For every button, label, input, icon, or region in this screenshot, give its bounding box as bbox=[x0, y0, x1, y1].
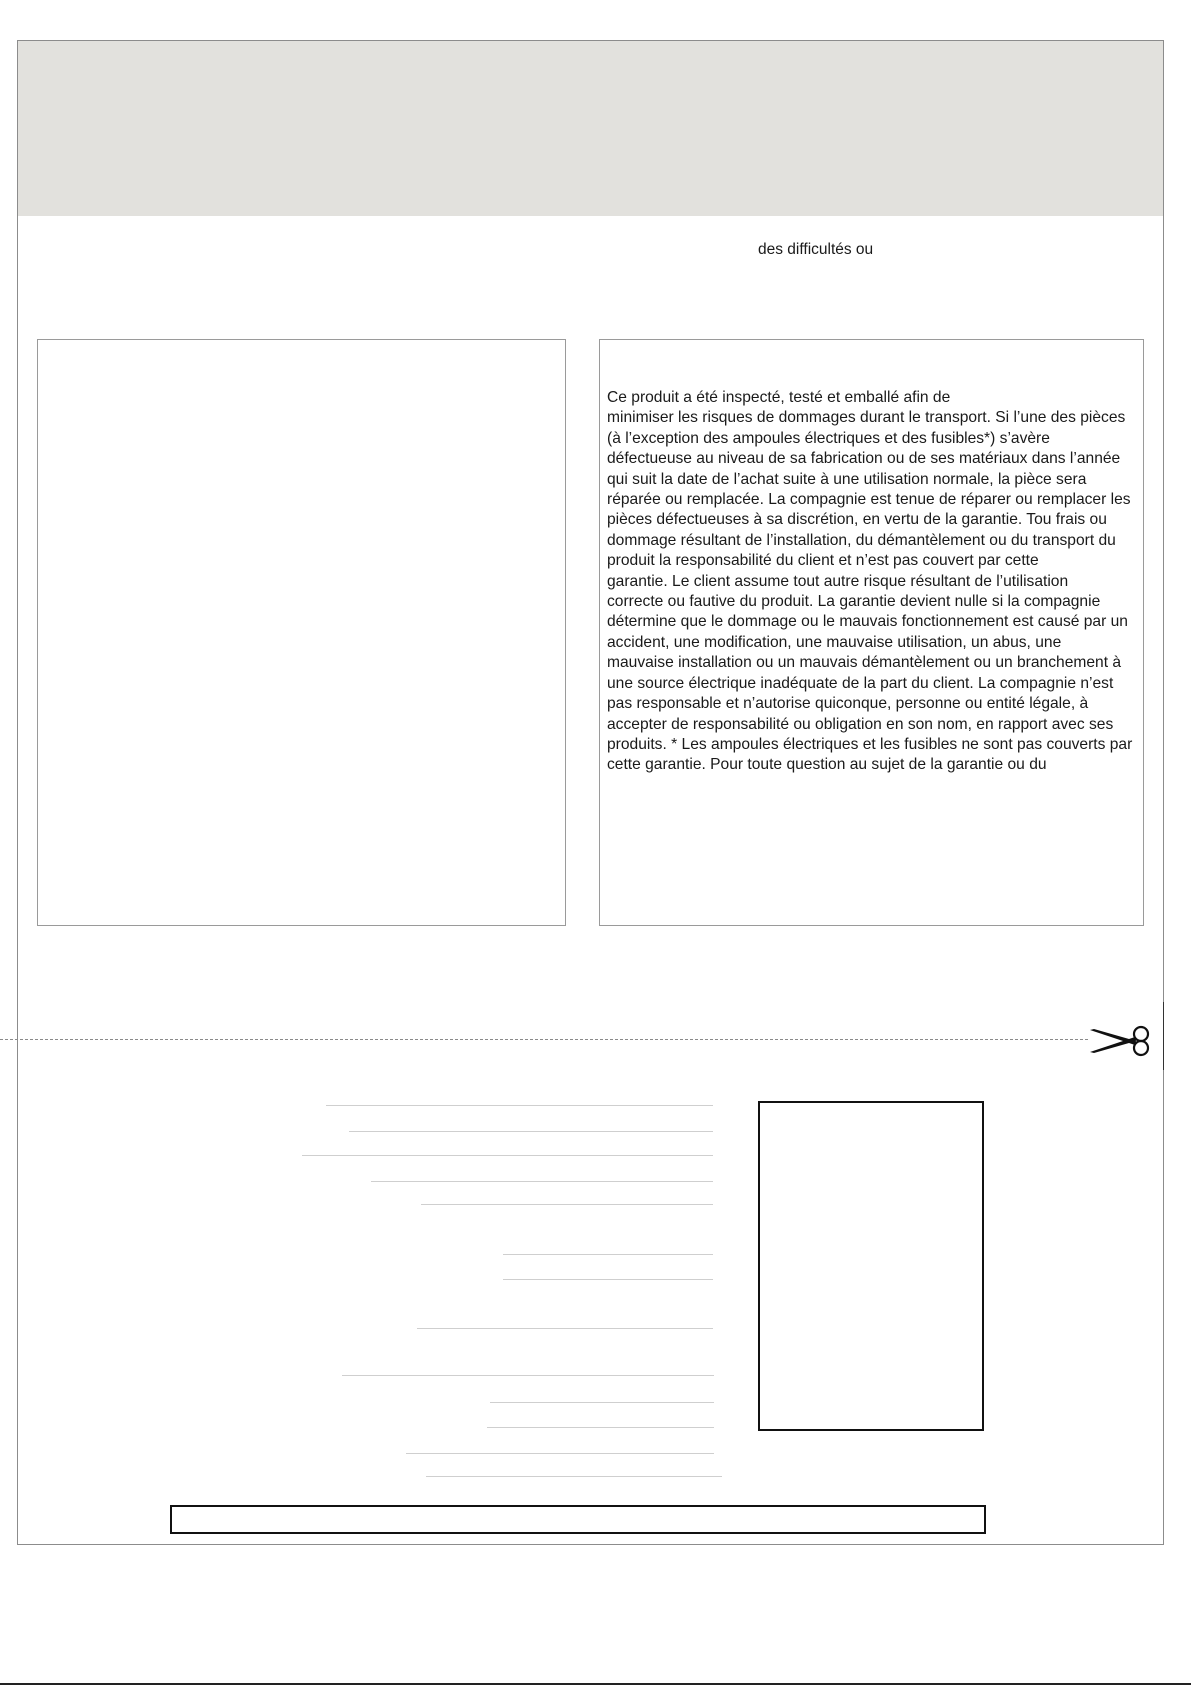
form-line[interactable] bbox=[342, 1375, 714, 1376]
warranty-line: pièces défectueuses à sa discrétion, en vertu de la garantie. Tou frais ou bbox=[607, 511, 1107, 529]
bottom-field-box[interactable] bbox=[170, 1505, 986, 1534]
warranty-line: qui suit la date de l’achat suite à une utilisation normale, la pièce sera bbox=[607, 470, 1087, 488]
left-content-box bbox=[37, 339, 566, 926]
warranty-line: réparée ou remplacée. La compagnie est tenue de réparer ou remplacer les bbox=[607, 491, 1131, 509]
warranty-line: accident, une modification, une mauvaise utilisation, un abus, une bbox=[607, 633, 1062, 651]
form-line[interactable] bbox=[421, 1204, 713, 1205]
form-line[interactable] bbox=[417, 1328, 713, 1329]
form-line[interactable] bbox=[503, 1254, 713, 1255]
warranty-line: défectueuse au niveau de sa fabrication ou de ses matériaux dans l’année bbox=[607, 450, 1121, 468]
warranty-line: détermine que le dommage ou le mauvais fonctionnement est causé par un bbox=[607, 613, 1128, 631]
warranty-line: (à l’exception des ampoules électriques et des fusibles*) s’avère bbox=[607, 429, 1050, 447]
warranty-line: Ce produit a été inspecté, testé et emballé afin de bbox=[607, 389, 951, 406]
warranty-line: accepter de responsabilité ou obligation en son nom, en rapport avec ses bbox=[607, 715, 1114, 733]
warranty-line: minimiser les risques de dommages durant le transport. Si l’une des pièces bbox=[607, 409, 1126, 427]
form-line[interactable] bbox=[503, 1279, 713, 1280]
warranty-line: mauvaise installation ou un mauvais démantèlement ou un branchement à bbox=[607, 654, 1122, 672]
form-line[interactable] bbox=[371, 1181, 713, 1182]
warranty-line: une source électrique inadéquate de la part du client. La compagnie n’est bbox=[607, 674, 1114, 692]
form-line[interactable] bbox=[302, 1155, 713, 1156]
warranty-line: produits. * Les ampoules électriques et les fusibles ne sont pas couverts par bbox=[607, 735, 1133, 753]
warranty-text bbox=[607, 388, 1145, 776]
form-line[interactable] bbox=[426, 1476, 722, 1477]
cut-line bbox=[0, 1039, 1088, 1040]
form-line[interactable] bbox=[326, 1105, 713, 1106]
cut-edge-mark bbox=[1163, 1002, 1164, 1070]
warranty-line: cette garantie. Pour toute question au sujet de la garantie ou du bbox=[607, 756, 1047, 774]
receipt-attachment-box bbox=[758, 1101, 984, 1431]
warranty-line: dommage résultant de l’installation, du démantèlement ou du transport du bbox=[607, 531, 1116, 549]
warranty-line: produit la responsabilité du client et n’est pas couvert par cette bbox=[607, 552, 1039, 570]
warranty-line: pas responsable et n’autorise quiconque, personne ou entité légale, à bbox=[607, 695, 1089, 713]
form-line[interactable] bbox=[487, 1427, 714, 1428]
scissors-icon bbox=[1086, 1025, 1152, 1057]
form-line[interactable] bbox=[490, 1402, 714, 1403]
form-line[interactable] bbox=[406, 1453, 714, 1454]
intro-text-fragment: des difficultés ou bbox=[758, 241, 874, 258]
form-line[interactable] bbox=[349, 1131, 713, 1132]
warranty-line: correcte ou fautive du produit. La garantie devient nulle si la compagnie bbox=[607, 593, 1101, 611]
warranty-line: garantie. Le client assume tout autre risque résultant de l’utilisation bbox=[607, 572, 1069, 590]
